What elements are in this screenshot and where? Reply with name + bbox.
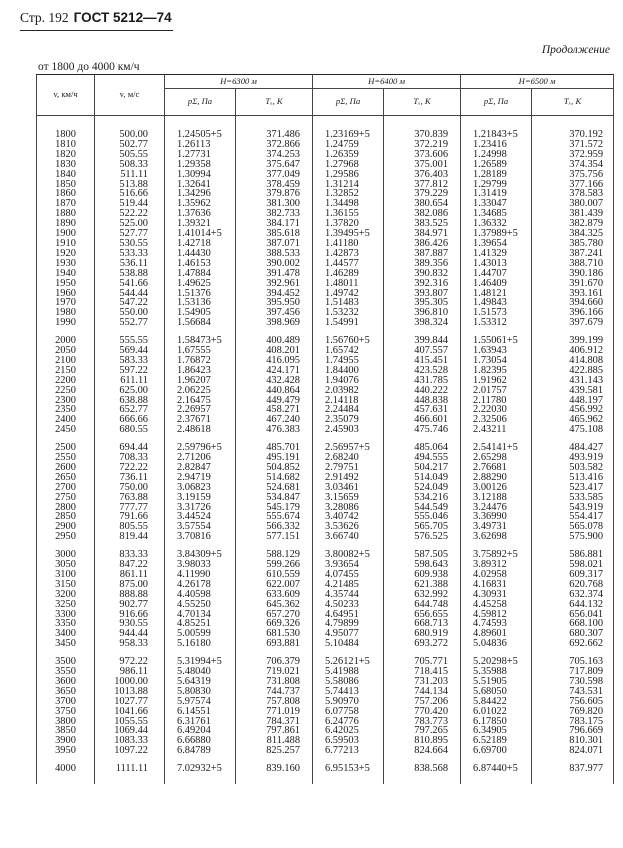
speed-kmh-cell: 3000 3050 3100 3150 3200 3250 3300 3350 3400 3450 — [37, 550, 95, 657]
pressure-6400-cell: 1.39495+5 1.41180 1.42873 1.44577 1.46289 1.48011 1.49742 1.51483 1.53232 1.54991 — [313, 229, 384, 336]
continued-label: Продолжение — [541, 44, 610, 56]
temperature-6500-cell: 586.881 598.021 609.317 620.768 632.374 644.132 656.041 668.100 680.307 692.662 — [532, 550, 614, 657]
temperature-6400-cell: 838.568 — [384, 764, 461, 784]
temperature-6400-cell: 399.844 407.557 415.451 423.528 431.785 440.222 448.838 457.631 466.601 475.746 — [384, 336, 461, 443]
temperature-6500-cell: 370.192 371.572 372.959 374.354 375.756 377.166 378.583 380.007 381.439 382.879 — [532, 116, 614, 230]
temperature-6300-cell: 385.618 387.071 388.533 390.002 391.478 392.961 394.452 395.950 397.456 398.969 — [236, 229, 313, 336]
header-row-altitudes — [37, 75, 614, 89]
speed-kmh-cell: 4000 — [37, 764, 95, 784]
pressure-6400-cell: 1.23169+5 1.24759 1.26359 1.27968 1.29586 1.31214 1.32852 1.34498 1.36155 1.37820 — [313, 116, 384, 230]
speed-kmh-cell: 1900 1910 1920 1930 1940 1950 1960 1970 1980 1990 — [37, 229, 95, 336]
speed-kmh-cell: 3500 3550 3600 3650 3700 3750 3800 3850 3900 3950 — [37, 657, 95, 764]
temperature-6400-cell: 370.839 372.219 373.606 375.001 376.403 377.812 379.229 380.654 382.086 383.525 — [384, 116, 461, 230]
table-block — [37, 764, 614, 784]
temperature-6300-cell: 588.129 599.266 610.559 622.007 633.609 645.362 657.270 669.326 681.530 693.881 — [236, 550, 313, 657]
table-body — [37, 116, 614, 785]
temperature-6400-cell: 705.771 718.415 731.203 744.134 757.206 770.420 783.773 797.265 810.895 824.664 — [384, 657, 461, 764]
speed-ms-cell: 972.22 986.11 1000.00 1013.88 1027.77 1041.66 1055.55 1069.44 1083.33 1097.22 — [95, 657, 165, 764]
speed-kmh-cell: 2500 2550 2600 2650 2700 2750 2800 2850 2900 2950 — [37, 443, 95, 550]
col-header-altitude-2: H=6400 м — [313, 75, 461, 89]
temperature-6400-cell: 384.971 386.426 387.887 389.356 390.832 392.316 393.807 395.305 396.810 398.324 — [384, 229, 461, 336]
pressure-6500-cell: 2.54141+5 2.65298 2.76681 2.88290 3.00126 3.12188 3.24476 3.36990 3.49731 3.62698 — [461, 443, 532, 550]
table-block — [37, 336, 614, 443]
col-header-temperature: Tₓ, К — [384, 89, 461, 116]
pressure-6500-cell: 5.20298+5 5.35988 5.51905 5.68050 5.84422 6.01022 6.17850 6.34905 6.52189 6.69700 — [461, 657, 532, 764]
speed-ms-cell: 694.44 708.33 722.22 736.11 750.00 763.88 777.77 791.66 805.55 819.44 — [95, 443, 165, 550]
pressure-6500-cell: 3.75892+5 3.89312 4.02958 4.16831 4.30931 4.45258 4.59812 4.74593 4.89601 5.04836 — [461, 550, 532, 657]
temperature-6400-cell: 587.505 598.643 609.938 621.388 632.992 644.748 656.655 668.713 680.919 693.272 — [384, 550, 461, 657]
pressure-6300-cell: 1.24505+5 1.26113 1.27731 1.29358 1.30994 1.32641 1.34296 1.35962 1.37636 1.39321 — [165, 116, 236, 230]
speed-kmh-cell: 2000 2050 2100 2150 2200 2250 2300 2350 2400 2450 — [37, 336, 95, 443]
temperature-6300-cell: 485.701 495.191 504.852 514.682 524.681 534.847 545.179 555.674 566.332 577.151 — [236, 443, 313, 550]
temperature-6300-cell: 400.489 408.201 416.095 424.171 432.428 440.864 449.479 458.271 467.240 476.383 — [236, 336, 313, 443]
table-block — [37, 550, 614, 657]
pressure-6300-cell: 2.59796+5 2.71206 2.82847 2.94719 3.06823 3.19159 3.31726 3.44524 3.57554 3.70816 — [165, 443, 236, 550]
pressure-6300-cell: 1.41014+5 1.42718 1.44430 1.46153 1.47884 1.49625 1.51376 1.53136 1.54905 1.56684 — [165, 229, 236, 336]
pressure-6400-cell: 1.56760+5 1.65742 1.74955 1.84400 1.94076 2.03982 2.14118 2.24484 2.35079 2.45903 — [313, 336, 384, 443]
pressure-6500-cell: 6.87440+5 — [461, 764, 532, 784]
col-header-pressure: pΣ, Па — [461, 89, 532, 116]
temperature-6500-cell: 384.325 385.780 387.241 388.710 390.186 391.670 393.161 394.660 396.166 397.679 — [532, 229, 614, 336]
temperature-6500-cell: 837.977 — [532, 764, 614, 784]
col-header-pressure: pΣ, Па — [313, 89, 384, 116]
pressure-6500-cell: 1.55061+5 1.63943 1.73054 1.82395 1.91962 2.01757 2.11780 2.22030 2.32506 2.43211 — [461, 336, 532, 443]
speed-ms-cell: 555.55 569.44 583.33 597.22 611.11 625.00 638.88 652.77 666.66 680.55 — [95, 336, 165, 443]
col-header-altitude-1: H=6300 м — [165, 75, 313, 89]
col-header-pressure: pΣ, Па — [165, 89, 236, 116]
pressure-6300-cell: 5.31994+5 5.48040 5.64319 5.80830 5.97574 6.14551 6.31761 6.49204 6.66880 6.84789 — [165, 657, 236, 764]
col-header-temperature: Tₓ, К — [532, 89, 614, 116]
table-block — [37, 116, 614, 230]
table-block — [37, 229, 614, 336]
speed-ms-cell: 1111.11 — [95, 764, 165, 784]
temperature-6400-cell: 485.064 494.555 504.217 514.049 524.049 534.216 544.549 555.046 565.705 576.525 — [384, 443, 461, 550]
pressure-6400-cell: 6.95153+5 — [313, 764, 384, 784]
speed-ms-cell: 500.00 502.77 505.55 508.33 511.11 513.88 516.66 519.44 522.22 525.00 — [95, 116, 165, 230]
temperature-6500-cell: 705.163 717.809 730.598 743.531 756.605 769.820 783.175 796.669 810.301 824.071 — [532, 657, 614, 764]
pressure-6400-cell: 2.56957+5 2.68240 2.79751 2.91492 3.03461 3.15659 3.28086 3.40742 3.53626 3.66740 — [313, 443, 384, 550]
pressure-6500-cell: 1.21843+5 1.23416 1.24998 1.26589 1.28189 1.29799 1.31419 1.33047 1.34685 1.36332 — [461, 116, 532, 230]
col-header-altitude-3: H=6500 м — [461, 75, 614, 89]
temperature-6500-cell: 484.427 493.919 503.582 513.416 523.417 533.585 543.919 554.417 565.078 575.900 — [532, 443, 614, 550]
speed-ms-cell: 527.77 530.55 533.33 536.11 538.88 541.66 544.44 547.22 550.00 552.77 — [95, 229, 165, 336]
table-block — [37, 443, 614, 550]
pressure-6400-cell: 3.80082+5 3.93654 4.07455 4.21485 4.35744 4.50233 4.64951 4.79899 4.95077 5.10484 — [313, 550, 384, 657]
pressure-6300-cell: 3.84309+5 3.98033 4.11990 4.26178 4.40598 4.55250 4.70134 4.85251 5.00599 5.16180 — [165, 550, 236, 657]
page-header — [20, 10, 172, 26]
pressure-6300-cell: 1.58473+5 1.67555 1.76872 1.86423 1.96207 2.06225 2.16475 2.26957 2.37671 2.48618 — [165, 336, 236, 443]
speed-ms-cell: 833.33 847.22 861.11 875.00 888.88 902.77 916.66 930.55 944.44 958.33 — [95, 550, 165, 657]
table-block — [37, 657, 614, 764]
standard-code: ГОСТ 5212—74 — [73, 10, 172, 25]
col-header-v-kmh: v, км/ч — [37, 75, 95, 116]
col-header-temperature: Tₓ, К — [236, 89, 313, 116]
speed-range-label: от 1800 до 4000 км/ч — [38, 61, 140, 73]
pressure-6400-cell: 5.26121+5 5.41988 5.58086 5.74413 5.90970 6.07758 6.24776 6.42025 6.59503 6.77213 — [313, 657, 384, 764]
temperature-6300-cell: 839.160 — [236, 764, 313, 784]
temperature-6500-cell: 399.199 406.912 414.808 422.885 431.143 439.581 448.197 456.992 465.962 475.108 — [532, 336, 614, 443]
col-header-v-ms: v, м/с — [95, 75, 165, 116]
header-rule — [20, 30, 173, 31]
temperature-6300-cell: 706.379 719.021 731.808 744.737 757.808 771.019 784.371 797.861 811.488 825.257 — [236, 657, 313, 764]
pressure-6300-cell: 7.02932+5 — [165, 764, 236, 784]
speed-kmh-cell: 1800 1810 1820 1830 1840 1850 1860 1870 1880 1890 — [37, 116, 95, 230]
page-number: Стр. 192 — [20, 10, 69, 25]
data-table — [36, 74, 614, 784]
temperature-6300-cell: 371.486 372.866 374.253 375.647 377.049 378.459 379.876 381.300 382.733 384.171 — [236, 116, 313, 230]
pressure-6500-cell: 1.37989+5 1.39654 1.41329 1.43013 1.44707 1.46409 1.48121 1.49843 1.51573 1.53312 — [461, 229, 532, 336]
